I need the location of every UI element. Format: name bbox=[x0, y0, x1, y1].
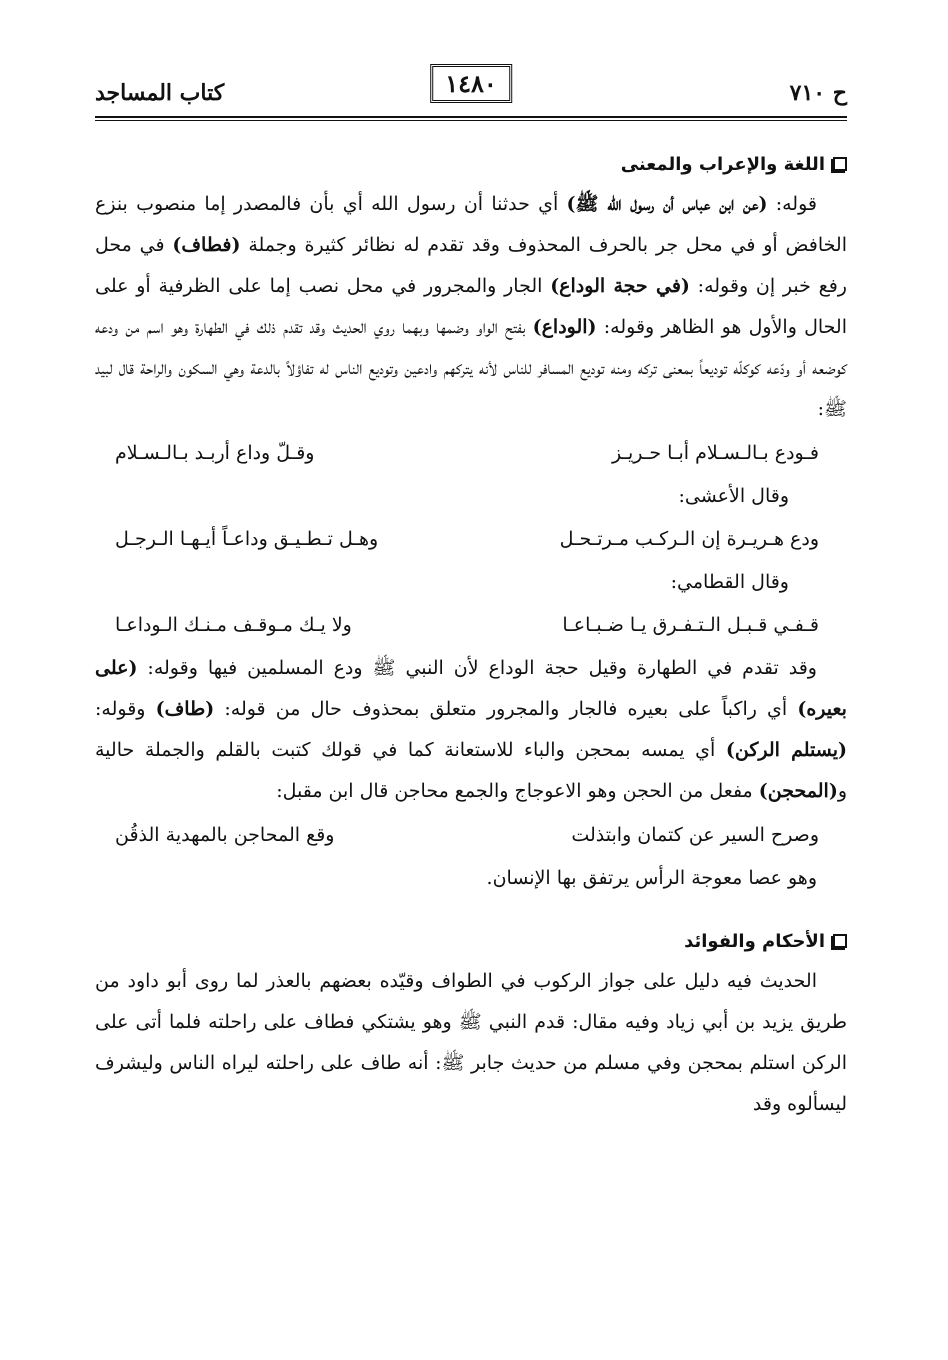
paragraph-language-1 bbox=[95, 184, 847, 430]
poetry-verse-labid bbox=[95, 430, 847, 476]
bold-quoted-term: (طاف) bbox=[155, 698, 215, 720]
paragraph-language-2 bbox=[95, 648, 847, 812]
verse-first-hemistich: قـفـي قـبـل الـتـفـرق يـا ضـبـاعـا bbox=[562, 614, 819, 636]
bold-quoted-term: (في حجة الوداع) bbox=[550, 275, 690, 297]
text-run: في محل رفع خبر إن وقوله: bbox=[95, 234, 847, 297]
text-run: أي راكباً على بعيره فالجار والمجرور متعلق بمحذوف حال من قوله: bbox=[214, 698, 798, 720]
section-heading-rulings bbox=[95, 921, 847, 961]
checkbox-square-icon bbox=[833, 157, 847, 171]
section-title: اللغة والإعراب والمعنى bbox=[620, 153, 825, 175]
text-run: وقوله: bbox=[95, 698, 156, 720]
text-run: أي يمسه بمحجن والباء للاستعانة كما في قولك كتبت بالقلم والجملة حالية و bbox=[95, 739, 847, 802]
section-title: الأحكام والفوائد bbox=[684, 930, 825, 952]
bold-quoted-term: (الوداع) bbox=[532, 316, 597, 338]
header-rule bbox=[95, 116, 847, 118]
verse-first-hemistich: فـودع بـالـسـلام أبـا حـريـز bbox=[611, 442, 819, 464]
verse-intro-qutami: وقال القطامي: bbox=[670, 571, 789, 593]
poetry-verse-asha bbox=[95, 516, 847, 562]
checkbox-square-icon bbox=[833, 934, 847, 948]
verse-second-hemistich: ولا يـك مـوقـف مـنـك الـوداعـا bbox=[115, 614, 352, 636]
text-run: أي حدثنا أن رسول الله أي بأن فالمصدر إما منصوب بنزع الخافض أو في محل جر بالحرف المحذوف وقد تقدم له نظائر كثيرة وجملة bbox=[95, 193, 847, 256]
book-title: كتاب المساجد bbox=[95, 80, 225, 106]
verse-first-hemistich: ودع هـريـرة إن الـركـب مـرتـحـل bbox=[559, 528, 819, 550]
text-run: قوله: bbox=[767, 193, 817, 215]
verse-second-hemistich: وقع المحاجن بالمهدية الذقُن bbox=[115, 824, 335, 846]
book-page bbox=[95, 60, 847, 1350]
text-run: الجار والمجرور في محل نصب إما على الظرفية أو على الحال والأول هو الظاهر وقوله: bbox=[95, 275, 848, 338]
verse-second-hemistich: وقـلّ وداع أربـد بـالـسـلام bbox=[115, 442, 315, 464]
poetry-verse-ibn-muqbil bbox=[95, 812, 847, 858]
text-run: بفتح الواو وضمها وبهما روي الحديث وقد تقدم ذلك في الطهارة وهو اسم من ودعه كوضعه أو ودّعه كوكلّه توديعاً بمعنى تركه ومنه توديع المسافر للناس لأنه يتركهم وادعين وتوديع الناس له تفاؤلاً بالدعة وهي السكون والراحة قال لبيد ﷺ: bbox=[95, 316, 847, 420]
text-run: وقد تقدم في الطهارة وقيل حجة الوداع لأن النبي ﷺ ودع المسلمين فيها وقوله: bbox=[137, 657, 817, 679]
poetry-verse-qutami bbox=[95, 602, 847, 648]
bold-quoted-term: (عن ابن عباس أن رسول الله ﷺ) bbox=[566, 193, 768, 215]
header-rule-thin bbox=[95, 120, 847, 121]
bold-quoted-term: (فطاف) bbox=[172, 234, 241, 256]
page-number-frame bbox=[430, 64, 512, 103]
bold-quoted-term: (على بعيره) bbox=[95, 657, 847, 720]
bold-quoted-term: (يستلم الركن) bbox=[725, 739, 847, 761]
page-number: ١٤٨٠ bbox=[430, 64, 512, 103]
verse-first-hemistich: وصرح السير عن كتمان وابتذلت bbox=[571, 824, 819, 846]
paragraph-language-3: وهو عصا معوجة الرأس يرتفق بها الإنسان. bbox=[486, 867, 817, 889]
chapter-reference: ح ٧١٠ bbox=[789, 80, 847, 106]
verse-second-hemistich: وهـل تـطـيـق وداعـاً أيـهـا الـرجـل bbox=[115, 528, 379, 550]
verse-intro-asha: وقال الأعشى: bbox=[678, 485, 789, 507]
paragraph-rulings-1: الحديث فيه دليل على جواز الركوب في الطواف وقيّده بعضهم بالعذر لما روى أبو داود من طريق يزيد بن أبي زياد وفيه مقال: قدم النبي ﷺ وهو يشتكي فطاف على راحلته فلما أتى على الركن استلم بمحجن وفي مسلم من حديث جابر ﷺ: أنه طاف على راحلته ليراه الناس وليشرف ليسألوه وقد bbox=[95, 970, 848, 1115]
section-heading-language bbox=[95, 144, 847, 184]
bold-quoted-term: (المحجن) bbox=[758, 780, 838, 802]
running-header bbox=[95, 60, 847, 122]
text-run: مفعل من الحجن وهو الاعوجاج والجمع محاجن قال ابن مقبل: bbox=[276, 780, 759, 802]
